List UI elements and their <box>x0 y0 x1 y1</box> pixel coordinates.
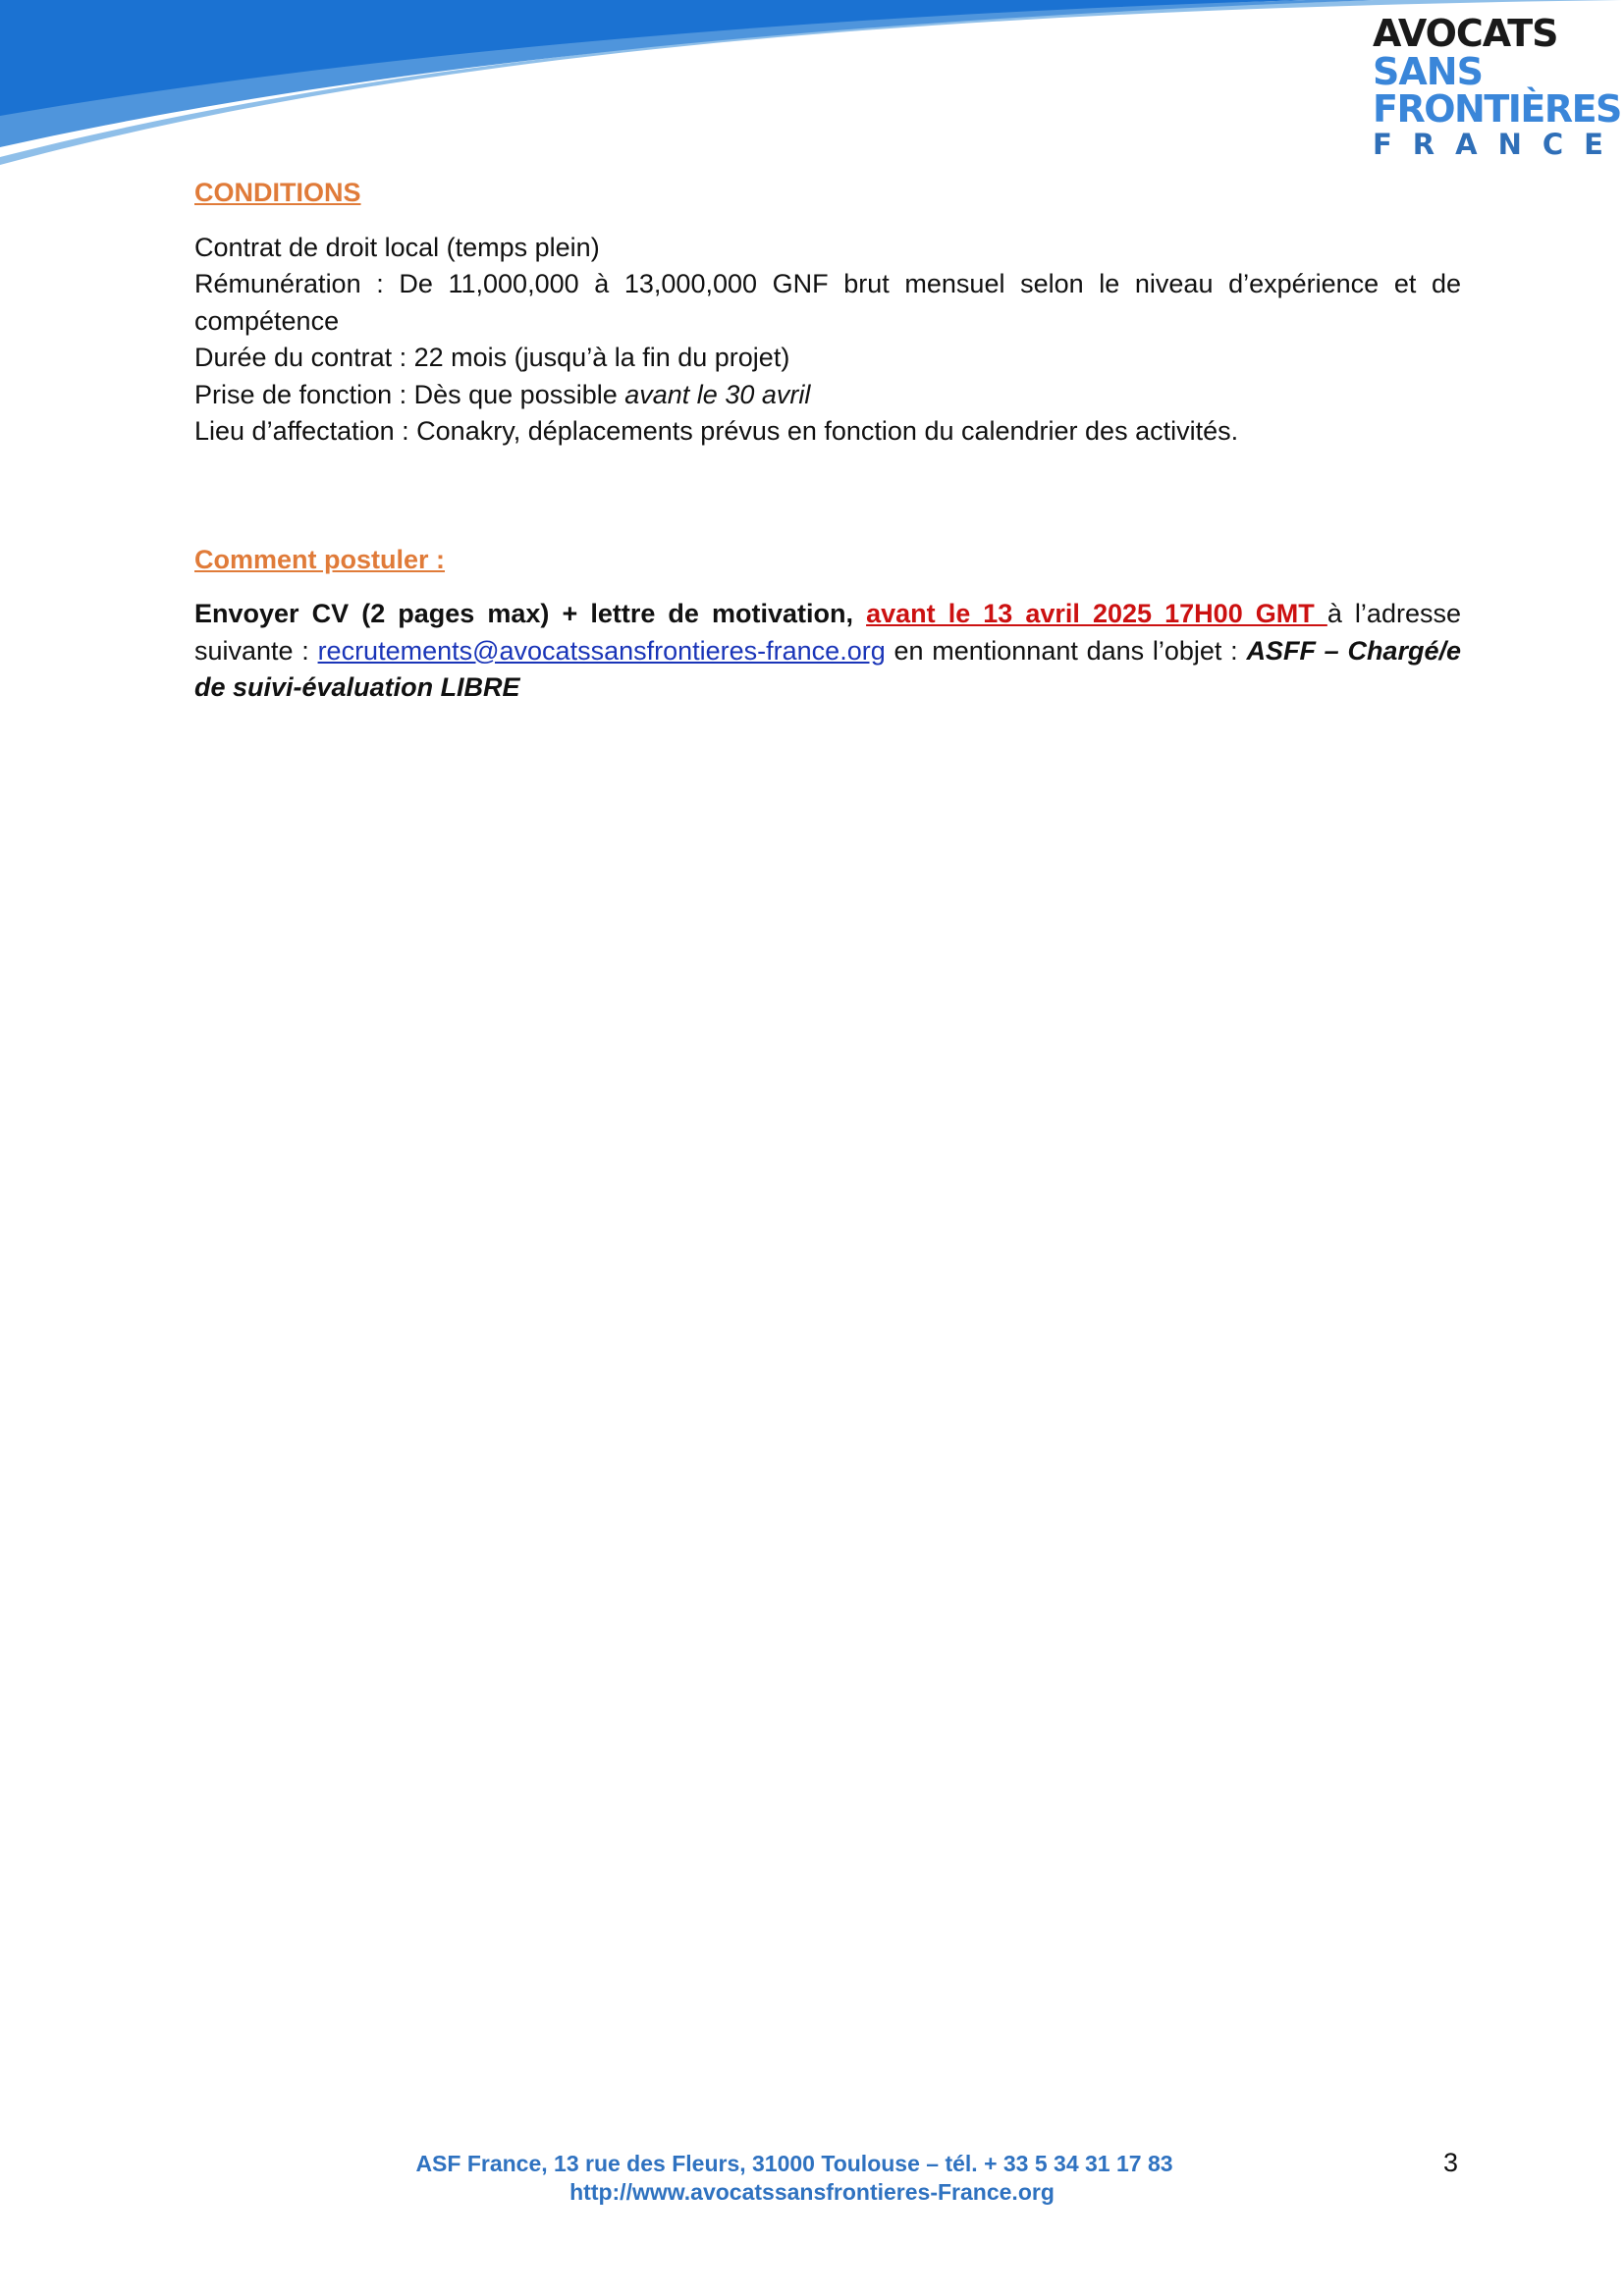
apply-address-intro: à l’adresse suivante : <box>194 599 1461 666</box>
start-date-deadline: avant le 30 avril <box>624 379 811 409</box>
apply-deadline: avant le 13 avril 2025 17H00 GMT <box>866 599 1327 628</box>
apply-documents: Envoyer CV (2 pages max) + lettre de motivation, <box>194 599 867 628</box>
spacer <box>194 212 1461 230</box>
spacer <box>194 578 1461 596</box>
apply-instructions <box>194 596 1461 707</box>
condition-location: Lieu d’affectation : Conakry, déplacements prévus en fonction du calendrier des activités. <box>194 416 1239 446</box>
condition-start-date <box>194 377 1461 414</box>
apply-subject-intro: en mentionnant dans l’objet : <box>885 635 1247 666</box>
spacer <box>194 451 1461 524</box>
condition-duration: Durée du contrat : 22 mois (jusqu’à la fin du projet) <box>194 343 790 372</box>
condition-remuneration: Rémunération : De 11,000,000 à 13,000,000 GNF brut mensuel selon le niveau d’expérience et de compétence <box>194 269 1461 336</box>
logo-line-france: FRANCE <box>1373 128 1624 161</box>
apply-email-link[interactable]: recrutements@avocatssansfrontieres-france.org <box>317 635 886 666</box>
page-number: 3 <box>1443 2148 1459 2177</box>
footer-address: ASF France, 13 rue des Fleurs, 31000 Toulouse – tél. + 33 5 34 31 17 83 <box>415 2151 1173 2176</box>
logo-line-sans: SANS <box>1373 50 1483 93</box>
page-footer <box>0 2150 1624 2207</box>
spacer <box>194 524 1461 542</box>
conditions-heading: CONDITIONS <box>194 178 361 207</box>
asf-logo <box>1373 12 1624 161</box>
apply-subject: ASFF – Chargé/e de suivi-évaluation LIBRE <box>194 635 1461 702</box>
footer-website: http://www.avocatssansfrontieres-France.org <box>569 2179 1055 2205</box>
document-body <box>194 175 1461 707</box>
apply-heading: Comment postuler : <box>194 544 446 574</box>
logo-line-frontieres: FRONTIÈRES <box>1373 87 1621 131</box>
logo-line-avocats: AVOCATS <box>1373 12 1558 55</box>
condition-contract-type: Contrat de droit local (temps plein) <box>194 232 600 262</box>
start-date-prefix: Prise de fonction : Dès que possible <box>194 379 625 409</box>
